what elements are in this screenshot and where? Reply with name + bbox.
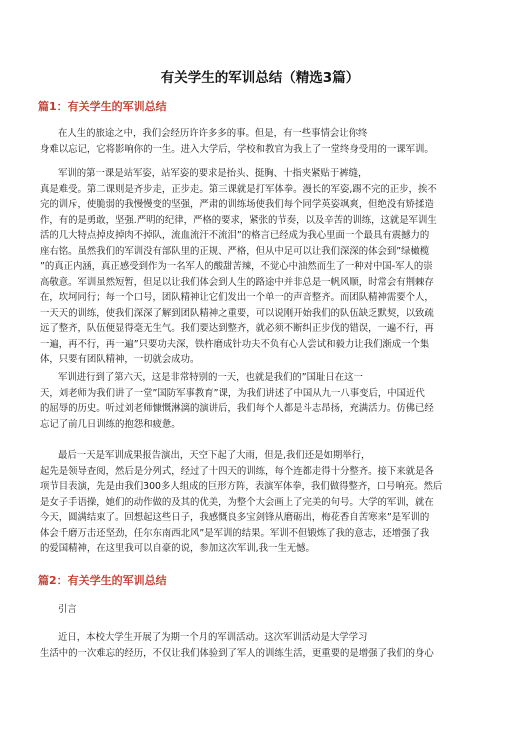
paragraph-6 — [40, 630, 486, 661]
paragraph-line: 座右铭。虽然我们的军训没有部队里的正规、严格，但从中足可以让我们深深的体会到”绿橄榄 — [40, 245, 430, 257]
section-heading-1: 篇1：有关学生的军训总结 — [38, 100, 167, 113]
paragraph-line: 一遍，再不行，再一遍”只要功夫深，铁杵磨成针功夫不负有心人尝试和毅力让我们渐成一个集 — [40, 338, 430, 350]
paragraph-line: 军训进行到了第六天，这是非常特别的一天，也就是我们的”国耻日在这一 — [58, 372, 363, 383]
paragraph-1 — [40, 126, 486, 157]
paragraph-line: 活的几大特点掉皮掉肉不掉队，流血流汗不流泪”的格言已经成为我心里面一个最具有震撼力的 — [40, 230, 430, 241]
paragraph-line: 最后一天是军训成果报告演出，天空下起了大雨，但是,我们还是如期举行， — [58, 450, 371, 461]
paragraph-line: 完的训斥，使脆弱的我慢慢变的坚强，严肃的训练场使我们每个同学英姿飒爽，但绝没有矫揉造 — [40, 199, 434, 210]
paragraph-line: 引言 — [58, 604, 77, 615]
paragraph-line: 作，有的是勇敢，坚强.严明的纪律，严格的要求，紧张的节奏，以及辛苦的训练，这就是军训生 — [40, 214, 437, 226]
paragraph-line: 一天天的训练，使我们深深了解到团队精神之重要，可以说刚开始我们的队伍缺乏默契，以致疏 — [40, 307, 434, 319]
paragraph-line: 体，只要有团队精神，一切就会成功。 — [40, 354, 200, 365]
paragraph-line: 生活中的一次难忘的经历，不仅让我们体验到了军人的训练生活，更重要的是增强了我们的身心 — [40, 647, 434, 659]
paragraph-line: 天，刘老师为我们讲了一堂”国防军事教育”课，为我们讲述了中国从九一八事变后，中国近代 — [40, 387, 425, 399]
paragraph-line: 真是难受。第二课则是齐步走，正步走。第三课就是打军体拳。漫长的军姿,踢不完的正步，挨不 — [40, 183, 437, 195]
paragraph-line: 起先是领导查阅，然后是分列式，经过了十四天的训练，每个连都走得十分整齐。接下来就是各 — [40, 465, 434, 477]
paragraph-line: 的屈辱的历史。听过刘老师慷慨淋漓的演讲后，我们每个人都是斗志昂扬，充满活力。仿佛已经 — [40, 403, 434, 414]
paragraph-line: 远了整齐，队伍便显得毫无生气。我们要达到整齐，就必须不断纠正步伐的错误，一遍不行，再 — [40, 323, 434, 334]
paragraph-line: 忘记了前几日训练的抱怨和疲惫。 — [40, 418, 181, 430]
paragraph-line: 军训的第一课是站军姿，站军姿的要求是抬头、挺胸、十指夹紧贴于裤缝， — [58, 168, 368, 179]
section-heading-2: 篇2：有关学生的军训总结 — [38, 574, 167, 587]
paragraph-line: 近日，本校大学生开展了为期一个月的军训活动。这次军训活动是大学学习 — [58, 632, 368, 643]
paragraph-3 — [40, 370, 486, 432]
paragraph-5 — [40, 602, 486, 618]
paragraph-2 — [40, 166, 486, 368]
paragraph-line: 体会千磨万击还坚劲，任尔东南西北风”是军训的结果。军训不但锻炼了我的意志，还增强了我 — [40, 527, 430, 539]
paragraph-line: 高敬意。军训虽然短暂，但足以让我们体会到人生的路途中并非总是一帆风顺，时常会有荆棘存 — [40, 276, 434, 288]
paragraph-line: 在人生的旅途之中，我们会经历许许多多的事。但是，有一些事情会让你终 — [58, 128, 368, 139]
paragraph-line: 项节目表演，先是由我们300多人组成的巨形方阵，表演军体拳，我们做得整齐，口号响亮。然后 — [40, 481, 443, 492]
paragraph-line: 身难以忘记，它将影响你的一生。进入大学后，学校和教官为我上了一堂终身受用的一课军训。 — [40, 143, 434, 155]
paragraph-line: 是女子手语操，她们的动作做的及其的优美，为整个大会画上了完美的句号。大学的军训，就在 — [40, 496, 434, 508]
paragraph-line: 今天，圆满结束了。回想起这些日子，我感慨良多宝剑锋从磨砺出，梅花香自苦寒来”是军训的 — [40, 512, 430, 523]
paragraph-4 — [40, 448, 486, 557]
page-title: 有关学生的军训总结（精选3篇） — [160, 70, 360, 86]
paragraph-line: ”的真正内涵，真正感受到作为一名军人的酸甜苦辣，不觉心中油然而生了一种对中国-军人的崇 — [40, 261, 433, 272]
paragraph-line: 在，坎坷同行；每一个口号，团队精神让它们发出一个单一的声音整齐。而团队精神需要个人， — [40, 292, 434, 303]
paragraph-line: 的爱国精神，在这里我可以自豪的说，参加这次军训,我一生无憾。 — [40, 543, 315, 554]
